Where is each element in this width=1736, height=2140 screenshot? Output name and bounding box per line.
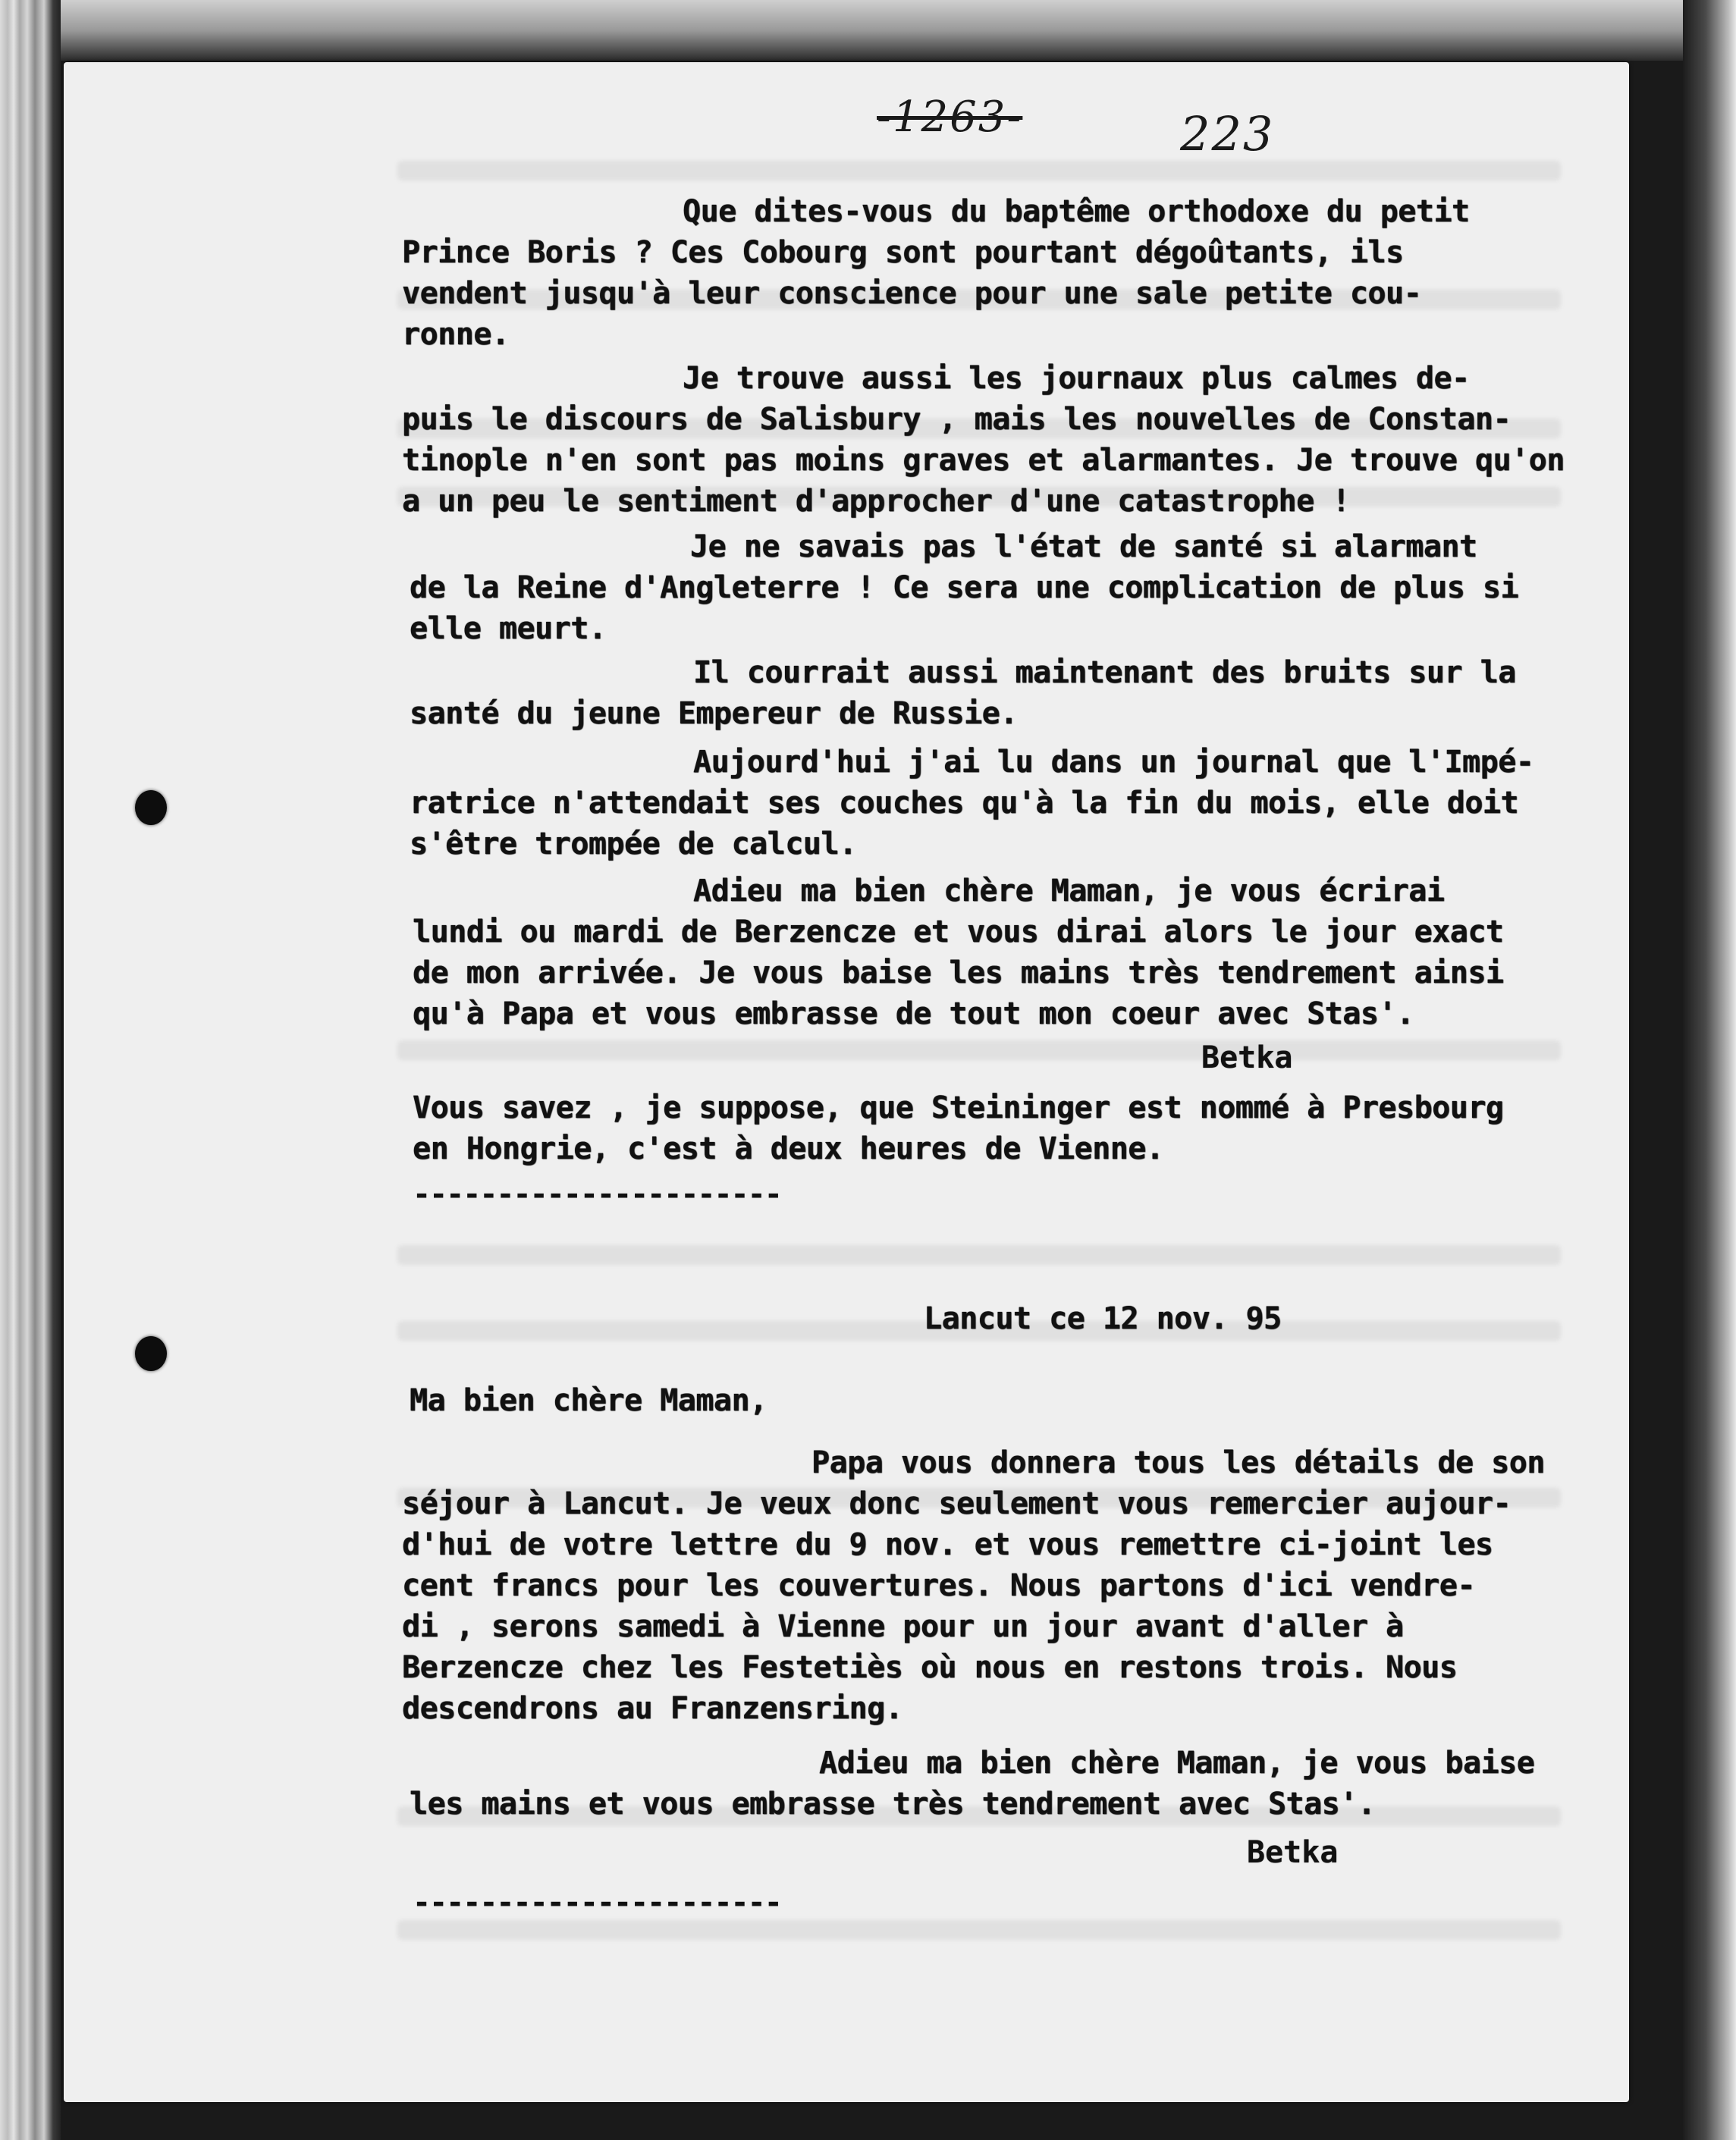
l1-p6-first-line: Adieu ma bien chère Maman, je vous écrirai bbox=[693, 874, 1445, 908]
l1-p2-line: puis le discours de Salisbury , mais les nouvelles de Constan- bbox=[402, 402, 1512, 437]
punch-hole-bottom bbox=[135, 1336, 167, 1371]
l1-p2-line: a un peu le sentiment d'approcher d'une catastrophe ! bbox=[402, 484, 1350, 519]
l2-p1-line: cent francs pour les couvertures. Nous partons d'ici vendre- bbox=[402, 1568, 1475, 1603]
l2-p1-first-line: Papa vous donnera tous les détails de son bbox=[811, 1445, 1545, 1480]
l1-p3-first-line: Je ne savais pas l'état de santé si alarmant bbox=[690, 529, 1477, 564]
scan-right-edge bbox=[1683, 0, 1736, 2140]
l2-p1-line: Berzencze chez les Festetiès où nous en restons trois. Nous bbox=[402, 1650, 1458, 1685]
l1-p6-line: qu'à Papa et vous embrasse de tout mon coeur avec Stas'. bbox=[413, 996, 1414, 1031]
l1-signature: Betka bbox=[1201, 1040, 1293, 1075]
folio-number: 223 bbox=[1180, 106, 1275, 162]
l1-p2-line: tinople n'en sont pas moins graves et alarmantes. Je trouve qu'on bbox=[402, 443, 1565, 478]
l2-p2-first-line: Adieu ma bien chère Maman, je vous baise bbox=[819, 1746, 1535, 1781]
l2-separator: ---------------------- bbox=[413, 1885, 781, 1920]
l1-p2-first-line: Je trouve aussi les journaux plus calmes de- bbox=[683, 361, 1470, 396]
struck-folio-number: -1263- bbox=[877, 93, 1023, 142]
page-stack-edge bbox=[0, 0, 61, 2140]
l2-dateline: Lancut ce 12 nov. 95 bbox=[924, 1301, 1282, 1336]
l1-separator: ---------------------- bbox=[413, 1177, 781, 1212]
l1-p5-line: s'être trompée de calcul. bbox=[410, 827, 857, 861]
l1-p4-line: santé du jeune Empereur de Russie. bbox=[410, 696, 1018, 731]
l1-postscript-line: Vous savez , je suppose, que Steininger est nommé à Presbourg bbox=[413, 1090, 1504, 1125]
l1-p1-line: Prince Boris ? Ces Cobourg sont pourtant dégoûtants, ils bbox=[402, 235, 1404, 270]
l2-p1-line: descendrons au Franzensring. bbox=[402, 1691, 903, 1726]
l2-p1-line: di , serons samedi à Vienne pour un jour avant d'aller à bbox=[402, 1609, 1404, 1644]
l1-p5-line: ratrice n'attendait ses couches qu'à la fin du mois, elle doit bbox=[410, 786, 1519, 821]
l1-p1-first-line: Que dites-vous du baptême orthodoxe du petit bbox=[683, 194, 1470, 229]
l1-p3-line: de la Reine d'Angleterre ! Ce sera une complication de plus si bbox=[410, 570, 1519, 605]
typewritten-page bbox=[64, 62, 1629, 2102]
l2-p1-line: séjour à Lancut. Je veux donc seulement vous remercier aujour- bbox=[402, 1486, 1512, 1521]
l2-p1-line: d'hui de votre lettre du 9 nov. et vous remettre ci-joint les bbox=[402, 1527, 1493, 1562]
l2-p2-line: les mains et vous embrasse très tendrement avec Stas'. bbox=[410, 1787, 1376, 1822]
l1-p4-first-line: Il courrait aussi maintenant des bruits sur la bbox=[693, 655, 1516, 690]
l2-signature: Betka bbox=[1247, 1835, 1339, 1870]
l1-p5-first-line: Aujourd'hui j'ai lu dans un journal que l'Impé- bbox=[693, 745, 1534, 780]
punch-hole-top bbox=[135, 790, 167, 825]
l1-p1-line: vendent jusqu'à leur conscience pour une sale petite cou- bbox=[402, 276, 1422, 311]
l1-postscript-line: en Hongrie, c'est à deux heures de Vienne. bbox=[413, 1131, 1164, 1166]
l1-p6-line: lundi ou mardi de Berzencze et vous dirai alors le jour exact bbox=[413, 915, 1504, 949]
scan-top-edge bbox=[0, 0, 1736, 61]
l2-salutation: Ma bien chère Maman, bbox=[410, 1383, 768, 1418]
l1-p6-line: de mon arrivée. Je vous baise les mains très tendrement ainsi bbox=[413, 955, 1504, 990]
l1-p1-line: ronne. bbox=[402, 317, 510, 352]
l1-p3-line: elle meurt. bbox=[410, 611, 607, 646]
